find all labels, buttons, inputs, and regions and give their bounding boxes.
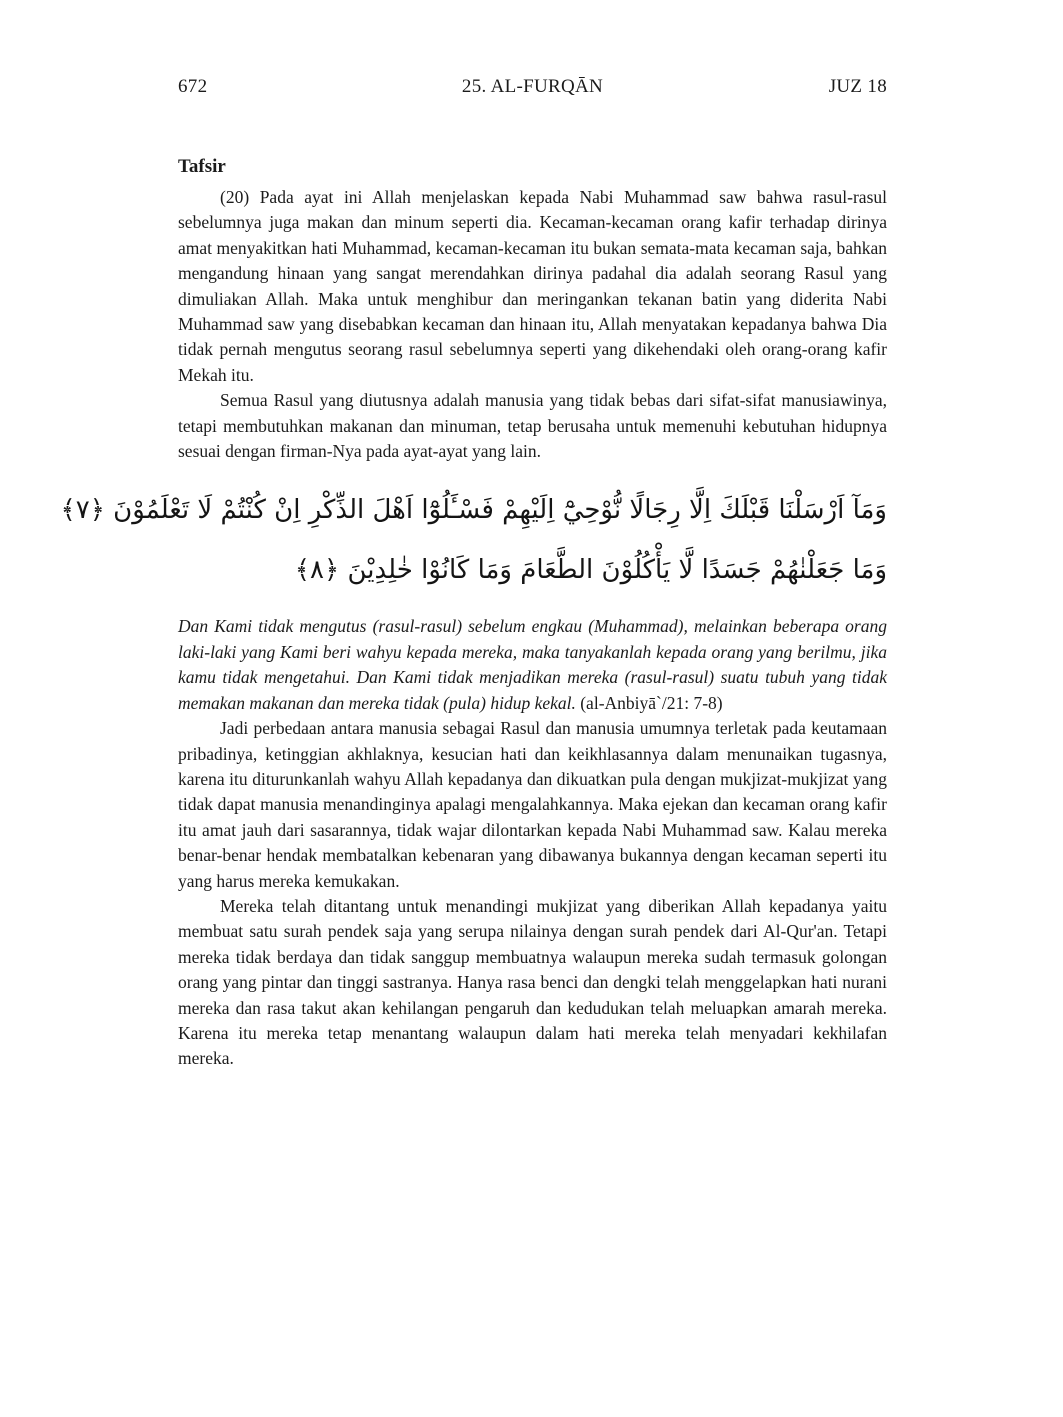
translation-text: Dan Kami tidak mengutus (rasul-rasul) sebelum engkau (Muhammad), melainkan beberapa orang laki-laki yang Kami beri wahyu kepada mereka, maka tanyakanlah kepada orang yang berilmu, jika kamu tidak mengetahui. Dan Kami tidak menjadikan mereka (rasul-rasul) suatu tubuh yang tidak memakan makanan dan mereka tidak (pula) hidup kekal. [178,616,887,713]
tafsir-paragraph-4: Mereka telah ditantang untuk menandingi mukjizat yang diberikan Allah kepadanya yaitu membuat satu surah pendek saja yang serupa nilainya dengan surah pendek dari Al-Qur'an. Tetapi mereka tidak berdaya dan tidak sanggup membuatnya walaupun mereka sudah termasuk golongan orang yang pintar dan tinggi sastranya. Hanya rasa benci dan dengki telah menggelapkan hati nurani mereka dan rasa takut akan kehilangan pengaruh dan kedudukan telah meluapkan amarah mereka. Karena itu mereka tetap menantang walaupun dalam hati mereka telah menyadari kekhilafan mereka. [178,895,887,1069]
section-heading: Tafsir [178,156,226,177]
juz-label: JUZ 18 [828,76,887,97]
verse-reference: (al-Anbiyā`/21: 7-8) [580,692,723,713]
arabic-verse-block [60,480,887,600]
page-body [60,154,887,1072]
page-header [178,76,887,98]
page-number: 672 [178,76,208,97]
surah-title: 25. AL-FURQĀN [461,76,604,97]
tafsir-paragraph-1: (20) Pada ayat ini Allah menjelaskan kepada Nabi Muhammad saw bahwa rasul-rasul sebelumnya juga makan dan minum seperti dia. Kecaman-kecaman orang kafir terhadap dirinya amat menyakitkan hati Muhammad, kecaman-kecaman itu bukan semata-mata kecaman saja, bahkan mengandung hinaan yang sangat merendahkan dirinya padahal dia adalah seorang Rasul yang dimuliakan Allah. Maka untuk menghibur dan meringankan tekanan batin yang diderita Nabi Muhammad saw yang disebabkan kecaman dan hinaan itu, Allah menyatakan kepadanya bahwa Dia tidak pernah mengutus seorang rasul sebelumnya seperti yang dikehendaki oleh orang-orang kafir Mekah itu. [178,187,887,385]
verse-translation [178,614,887,716]
tafsir-paragraph-2: Semua Rasul yang diutusnya adalah manusia yang tidak bebas dari sifat-sifat manusiawinya, tetapi membutuhkan makanan dan minuman, tetap berusaha untuk memenuhi kebutuhan hidupnya sesuai dengan firman-Nya pada ayat-ayat yang lain. [178,390,887,462]
tafsir-paragraph-3: Jadi perbedaan antara manusia sebagai Rasul dan manusia umumnya terletak pada keutamaan pribadinya, ketinggian akhlaknya, kesucian hati dan keikhlasannya dalam menunaikan tugasnya, karena itu diturunkanlah wahyu Allah kepadanya dan dikuatkan pula dengan mukjizat-mukjizat yang tidak dapat manusia menandinginya apalagi mengalahkannya. Maka ejekan dan kecaman orang kafir itu amat jauh dari sasarannya, tidak wajar dilontarkan kepada Nabi Muhammad saw. Kalau mereka benar-benar hendak membatalkan kebenaran yang dibawanya bukannya dengan kecaman seperti itu yang harus mereka kemukakan. [178,718,887,891]
arabic-verse-line-8: وَمَا جَعَلْنٰهُمْ جَسَدًا لَّا يَأْكُلُوْنَ الطَّعَامَ وَمَا كَانُوْا خٰلِدِيْنَ ﴿٨﴾ [294,555,887,586]
arabic-verse-line-7: وَمَآ اَرْسَلْنَا قَبْلَكَ اِلَّا رِجَالًا نُّوْحِيْٓ اِلَيْهِمْ فَسْـَٔلُوْٓا اَهْلَ الذِّكْرِ اِنْ كُنْتُمْ لَا تَعْلَمُوْنَ ﴿٧﴾ [60,495,887,526]
